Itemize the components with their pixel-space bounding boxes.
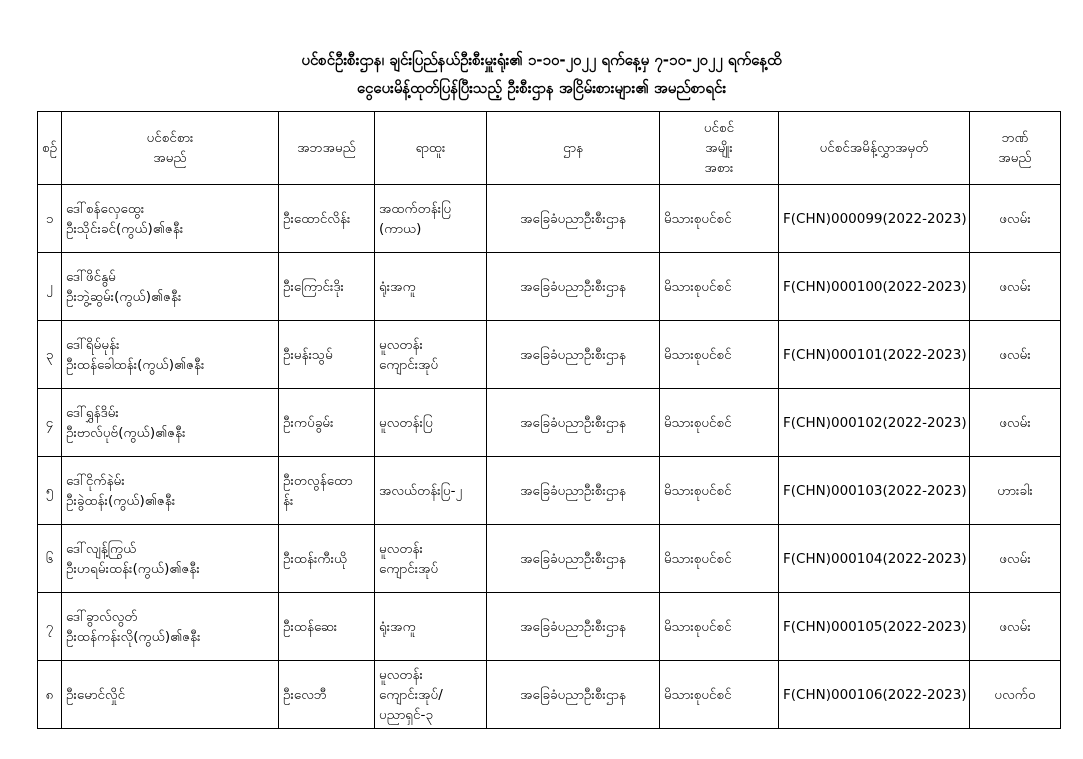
header-name-line-1: ပင်စင်စား	[146, 130, 194, 146]
cell-rank	[375, 389, 487, 457]
cell-bank: ဖလမ်း	[970, 253, 1061, 321]
cell-no: ၂	[38, 253, 62, 321]
cell-department: အခြေခံပညာဦးစီးဌာန	[487, 661, 660, 729]
cell-rank	[375, 321, 487, 389]
header-bank-line-1: ဘဏ်	[1001, 130, 1029, 146]
cell-father: ဦးထန်းကီးယို	[279, 525, 375, 593]
cell-name-line: ဒေါ်ငိုက်နဲမ်း	[66, 472, 125, 489]
cell-bank: ဖလမ်း	[970, 321, 1061, 389]
header-no: စဉ်	[38, 112, 62, 185]
cell-no: ၄	[38, 389, 62, 457]
header-type-line-2: အမျိုး	[705, 140, 733, 156]
cell-rank	[375, 661, 487, 729]
cell-no: ၁	[38, 185, 62, 253]
cell-rank	[375, 525, 487, 593]
header-row	[38, 112, 1061, 185]
cell-rank-line: မူလတန်း	[379, 540, 423, 557]
cell-bank: ဖလမ်း	[970, 389, 1061, 457]
header-bank	[970, 112, 1061, 185]
table-row	[38, 253, 1061, 321]
cell-name-line: ဦးဘွဲ့ဆွမ်း(ကွယ်)၏ဇနီး	[66, 288, 182, 305]
table-row	[38, 185, 1061, 253]
cell-name-line: ဒေါ်ဖိင်နွမ်	[66, 268, 116, 285]
cell-name	[62, 661, 279, 729]
cell-order-no: F(CHN)000100(2022-2023)	[779, 253, 970, 321]
cell-name	[62, 253, 279, 321]
cell-name-line: ဦးမောင်လှိုင်	[66, 686, 126, 703]
document-title-line-1: ပင်စင်ဦးစီးဌာန၊ ချင်းပြည်နယ်ဦးစီးမှူးရုံး၏ ၁-၁၀-၂၀၂၂ ရက်နေ့မှ ၇-၁၀-၂၀၂၂ ရက်နေ့ထိ	[301, 51, 782, 69]
cell-name	[62, 185, 279, 253]
header-bank-line-2: အမည်	[998, 150, 1032, 166]
cell-bank: ဖလမ်း	[970, 525, 1061, 593]
cell-department: အခြေခံပညာဦးစီးဌာန	[487, 185, 660, 253]
cell-father	[279, 457, 375, 525]
cell-rank-line: အထက်တန်းပြ	[379, 200, 452, 217]
cell-department: အခြေခံပညာဦးစီးဌာန	[487, 525, 660, 593]
header-name	[62, 112, 279, 185]
cell-name	[62, 593, 279, 661]
cell-name-line: ဦးခွဲထန်း(ကွယ်)၏ဇနီး	[66, 492, 176, 509]
cell-order-no: F(CHN)000101(2022-2023)	[779, 321, 970, 389]
cell-rank-line: မူလတန်းပြ	[379, 414, 433, 431]
header-father: အဘအမည်	[279, 112, 375, 185]
table-row	[38, 457, 1061, 525]
cell-rank-line: မူလတန်း	[379, 666, 423, 683]
cell-father: ဦးကြောင်းဒိုး	[279, 253, 375, 321]
cell-name	[62, 321, 279, 389]
cell-no: ၈	[38, 661, 62, 729]
cell-name-line: ဦးဗာလ်ပုဗ်(ကွယ်)၏ဇနီး	[66, 424, 186, 441]
cell-rank	[375, 593, 487, 661]
table-row	[38, 593, 1061, 661]
cell-rank-line: မူလတန်း	[379, 336, 423, 353]
cell-type: မိသားစုပင်စင်	[660, 185, 779, 253]
cell-rank-line: အလယ်တန်းပြ-၂	[379, 482, 463, 499]
cell-father-line: ဦးတလွန်ထော	[283, 472, 353, 489]
cell-no: ၆	[38, 525, 62, 593]
cell-order-no: F(CHN)000102(2022-2023)	[779, 389, 970, 457]
cell-rank-line: ရုံးအကူ	[379, 618, 416, 635]
cell-order-no: F(CHN)000103(2022-2023)	[779, 457, 970, 525]
cell-father: ဦးထန်ဆေး	[279, 593, 375, 661]
table-row	[38, 389, 1061, 457]
cell-order-no: F(CHN)000099(2022-2023)	[779, 185, 970, 253]
cell-rank-line: ရုံးအကူ	[379, 278, 416, 295]
cell-type: မိသားစုပင်စင်	[660, 457, 779, 525]
cell-name	[62, 457, 279, 525]
cell-father: ဦးကပ်ခွမ်း	[279, 389, 375, 457]
cell-department: အခြေခံပညာဦးစီးဌာန	[487, 593, 660, 661]
cell-rank	[375, 185, 487, 253]
cell-type: မိသားစုပင်စင်	[660, 661, 779, 729]
header-type-line-1: ပင်စင်	[703, 120, 735, 136]
cell-type: မိသားစုပင်စင်	[660, 593, 779, 661]
cell-order-no: F(CHN)000105(2022-2023)	[779, 593, 970, 661]
cell-order-no: F(CHN)000106(2022-2023)	[779, 661, 970, 729]
table-row	[38, 321, 1061, 389]
cell-type: မိသားစုပင်စင်	[660, 253, 779, 321]
cell-bank: ပလက်ဝ	[970, 661, 1061, 729]
cell-no: ၅	[38, 457, 62, 525]
cell-name-line: ဒေါ်လျန့်ကြွယ်	[66, 540, 137, 557]
table-row	[38, 525, 1061, 593]
header-department: ဌာန	[487, 112, 660, 185]
table-row	[38, 661, 1061, 729]
cell-rank-line: ကျောင်းအုပ်	[379, 560, 439, 577]
cell-father-line: န်း	[283, 492, 294, 509]
header-type-line-3: အစား	[704, 160, 734, 176]
cell-department: အခြေခံပညာဦးစီးဌာန	[487, 457, 660, 525]
cell-department: အခြေခံပညာဦးစီးဌာန	[487, 321, 660, 389]
header-name-line-2: အမည်	[153, 150, 187, 166]
header-order-no: ပင်စင်အမိန့်လွှာအမှတ်	[779, 112, 970, 185]
cell-name	[62, 389, 279, 457]
cell-order-no: F(CHN)000104(2022-2023)	[779, 525, 970, 593]
cell-name	[62, 525, 279, 593]
cell-name-line: ဦးထန်ခေါထန်း(ကွယ်)၏ဇနီး	[66, 356, 205, 373]
cell-department: အခြေခံပညာဦးစီးဌာန	[487, 389, 660, 457]
cell-rank-line: ပညာရှင်-၃	[379, 706, 434, 723]
cell-father: ဦးမန်းသွမ်	[279, 321, 375, 389]
cell-rank-line: ကျောင်းအုပ်	[379, 356, 439, 373]
cell-type: မိသားစုပင်စင်	[660, 389, 779, 457]
cell-name-line: ဒေါ်ရိမ်မုန်း	[66, 336, 120, 353]
cell-no: ၃	[38, 321, 62, 389]
cell-rank-line: ကျောင်းအုပ်/	[379, 686, 443, 703]
cell-name-line: ဦးထန်ကန်းလို(ကွယ်)၏ဇနီး	[66, 628, 201, 645]
pension-table	[37, 111, 1061, 729]
cell-name-line: ဒေါ်ခွာလ်လွတ်	[66, 608, 138, 625]
cell-father: ဦးထောင်လိန်း	[279, 185, 375, 253]
cell-no: ၇	[38, 593, 62, 661]
cell-name-line: ဒေါ်စန်လှေထွေး	[66, 200, 145, 217]
cell-rank-line: (ကာယ)	[379, 220, 422, 237]
cell-bank: ဟားခါး	[970, 457, 1061, 525]
cell-name-line: ဒေါ်ရွှန်ဒိမ်း	[66, 404, 119, 421]
cell-name-line: ဦးသိုင်းခင်(ကွယ်)၏ဇနီး	[66, 220, 184, 237]
cell-name-line: ဦးဟရမ်းထန်း(ကွယ်)၏ဇနီး	[66, 560, 200, 577]
document-title-line-2: ငွေပေးမိန့်ထုတ်ပြန်ပြီးသည့် ဦးစီးဌာန အငြိမ်းစားများ၏ အမည်စာရင်း	[356, 79, 727, 97]
cell-rank	[375, 457, 487, 525]
cell-bank: ဖလမ်း	[970, 593, 1061, 661]
header-rank: ရာထူး	[375, 112, 487, 185]
cell-type: မိသားစုပင်စင်	[660, 321, 779, 389]
cell-bank: ဖလမ်း	[970, 185, 1061, 253]
cell-department: အခြေခံပညာဦးစီးဌာန	[487, 253, 660, 321]
cell-rank	[375, 253, 487, 321]
header-type	[660, 112, 779, 185]
cell-father: ဦးလေဘီ	[279, 661, 375, 729]
cell-type: မိသားစုပင်စင်	[660, 525, 779, 593]
